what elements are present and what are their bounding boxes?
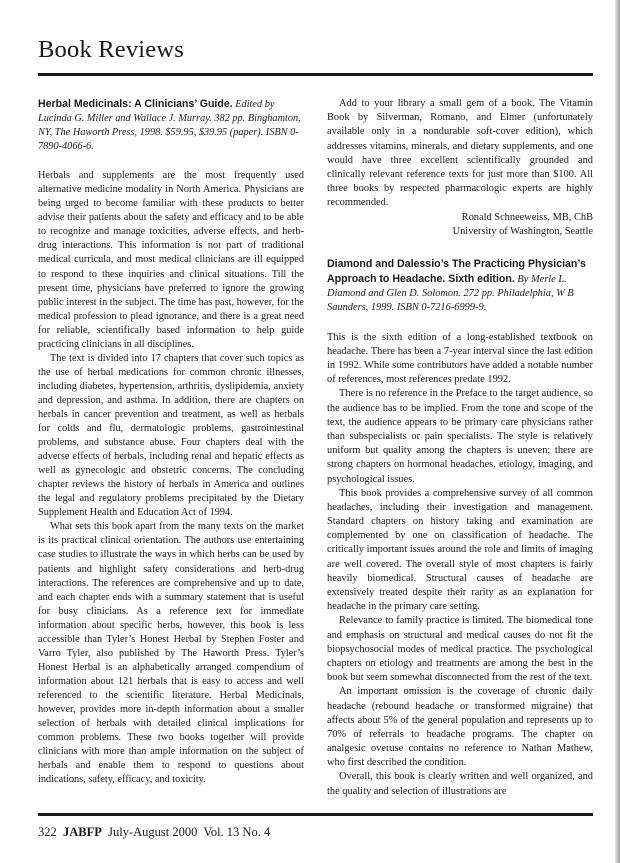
review1-paragraph-3: What sets this book apart from the many texts on the market is its practical clinical orientation. The authors use entertaining case studies to illustrate the ways in which herbs can be used by patients and highlight safety considerations and herb-drug interactions. The references are comprehensive and up to date, and each chapter ends with a summary statement that is useful for busy clinicians. As a reference text for immediate information about specific herbs, however, this book is less accessible than Tyler’s Honest Herbal by Stephen Foster and Varro Tyler, also published by The Haworth Press. Tyler’s Honest Herbal is an alphabetically arranged compendium of information about 121 herbals that is easy to access and well referenced to the scientific literature. Herbal Medicinals, however, provides more in-depth information about a smaller selection of herbals with detailed clinical implications for common problems. These two books together will provide clinicians with more than ample information on the subject of herbals and enable them to respond to questions about indications, safety, efficacy, and toxicity. <box>38 521 304 786</box>
volume-number: Vol. 13 No. 4 <box>203 825 271 839</box>
review2-book-details: By Merle L. Diamond and Glen D. Solomon. 272 pp. Philadelphia, W B Saunders, 1999. ISBN 0-7216-6999-9. <box>327 274 574 314</box>
review1-paragraph-1: Herbals and supplements are the most frequently used alternative medicine modality in North America. Physicians are being urged to become familiar with these products to better advise their patients about the safety and efficacy and to be able to recognize and manage toxicities, adverse effects, and herb-drug interactions. This information is not part of traditional medical curricula, and most medical clinicians are ill equipped to respond to these inquiries and clinical situations. Till the present time, physicians have preferred to ignore the growing public interest in the subject. The time has past, however, for the medical profession to plead ignorance, and there is a great need for reliable, scientifically based information to help guide practicing clinicians in all disciplines. <box>38 170 304 350</box>
section-title: Book Reviews <box>38 36 184 63</box>
header-rule <box>38 73 593 76</box>
reviewer-name: Ronald Schneeweiss, MB, ChB <box>461 211 593 223</box>
review1-paragraph-4: Add to your library a small gem of a book, The Vitamin Book by Silverman, Romano, and Elmer (unfortunately available only in a nondurable soft-cover edition), which addresses vitamins, minerals, and dietary supplements, and one would have three excellent scientifically grounded and clinically relevant reference texts for just more than $100. All three books by respected pharmacologic experts are highly recommended. <box>327 98 593 209</box>
review2-paragraph-3: This book provides a comprehensive survey of all common headaches, including their investigation and management. Standard chapters on history taking and examination are complemented by one on classification of headache. The critically important issues around the role and limits of imaging are well covered. The overall style of most chapters is fairly heavily biomedical. Structural causes of headache are extensively treated despite their rarity as an explanation for headache in the primary care setting. <box>327 487 593 613</box>
page-number: 322 <box>38 825 57 839</box>
review1-citation <box>38 97 304 154</box>
issue-date: July-August 2000 <box>108 825 198 839</box>
review2-paragraph-2: There is no reference in the Preface to the target audience, so the audience has to be implied. From the tone and scope of the text, the audience appears to be primary care physicians rather than subspecialists or pain specialists. The style is relatively uniform but quality among the chapters is uneven; there are strong chapters on hormonal headaches, etiology, imaging, and psychological issues. <box>327 388 593 485</box>
review1-paragraph-2: The text is divided into 17 chapters that cover such topics as the use of herbal medications for common chronic illnesses, including diabetes, hypertension, arthritis, dyslipidemia, anxiety and depression, and asthma. In addition, there are chapters on herbals in cancer prevention and treatment, as well as herbals for colds and flu, dermatologic problems, gastrointestinal problems, and substance abuse. Four chapters deal with the adverse effects of herbals, including renal and hepatic effects as well as gynecologic and obstetric concerns. The concluding chapter reviews the history of herbals in America and outlines the legal and regulatory problems precipitated by the Dietary Supplement Health and Education Act of 1994. <box>38 352 304 519</box>
review1-signature <box>327 211 593 239</box>
journal-name: JABFP <box>63 825 102 839</box>
review2-book-title: Diamond and Dalessio’s The Practicing Physician’s Approach to Headache. Sixth edition. <box>327 257 586 286</box>
reviewer-affiliation: University of Washington, Seattle <box>452 225 593 237</box>
review2-paragraph-1: This is the sixth edition of a long-established textbook on headache. There has been a 7-year interval since the last edition in 1992. While some contributors have added a notable number of references, most references predate 1992. <box>327 331 593 386</box>
right-column <box>327 97 593 799</box>
review1-book-details: Edited by Lucinda G. Miller and Wallace J. Murray. 382 pp. Binghamton, NY, The Haworth Press, 1998. $59.95, $39.95 (paper). ISBN 0-7890-4066-6. <box>38 99 301 153</box>
review2-paragraph-4: Relevance to family practice is limited. The biomedical tone and emphasis on structural and medical causes do not fit the biopsychosocial modes of medical practice. The psychological chapters on etiology and treatments are among the best in the book but seem somewhat disconnected from the rest of the text. <box>327 615 593 684</box>
review-separator <box>327 239 593 257</box>
scan-edge <box>615 0 620 863</box>
review1-book-title: Herbal Medicinals: A Clinicians’ Guide. <box>38 98 233 110</box>
page-footer <box>38 825 270 840</box>
review2-paragraph-5: An important omission is the coverage of chronic daily headache (rebound headache or transformed migraine) that affects about 5% of the general population and represents up to 70% of referrals to headache programs. The chapter on analgesic overuse contains no reference to Nathan Mathew, who first described the condition. <box>327 686 593 769</box>
left-column <box>38 97 304 787</box>
footer-rule <box>38 813 593 816</box>
review2-citation <box>327 257 593 316</box>
review2-paragraph-6: Overall, this book is clearly written and well organized, and the quality and selection of illustrations are <box>327 771 593 797</box>
